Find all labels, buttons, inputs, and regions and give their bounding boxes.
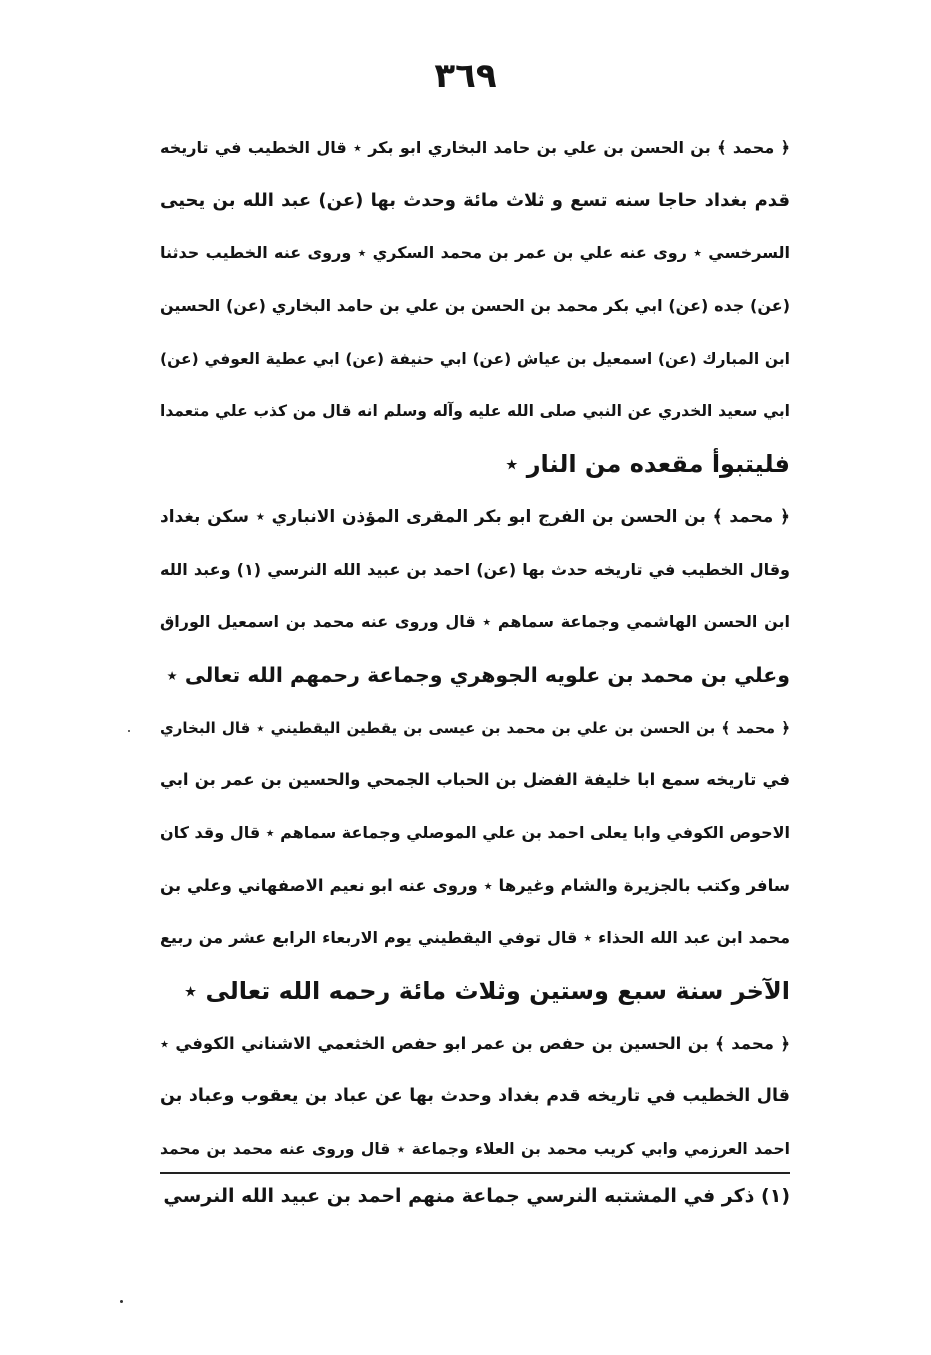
scan-speck [128,730,130,732]
text-line: ابن المبارك (عن) اسمعيل بن عياش (عن) ابي حنيفة (عن) ابي عطية العوفي (عن) [160,349,790,368]
text-line: قال الخطيب في تاريخه قدم بغداد وحدث بها عن عباد بن يعقوب وعباد بن [160,1086,790,1107]
text-line: محمد ابن عبد الله الحذاء ٭ قال توفي اليقطيني يوم الاربعاء الرابع عشر من ربيع [160,928,790,948]
text-line: ﴿ محمد ﴾ بن الحسن بن الفرج ابو بكر المقرى المؤذن الانباري ٭ سكن بغداد [160,506,790,527]
footnote: (١) ذكر في المشتبه النرسي جماعة منهم احمد بن عبيد الله النرسي [163,1185,790,1207]
text-line: ابي سعيد الخدري عن النبي صلى الله عليه وآله وسلم انه قال من كذب علي متعمدا [160,402,790,421]
main-text-block [160,122,790,1172]
text-line: احمد العرزمي وابي كريب محمد بن العلاء وجماعة ٭ قال وروى عنه محمد بن محمد [160,1140,790,1159]
text-line: ﴿ محمد ﴾ بن الحسن بن علي بن حامد البخاري ابو بكر ٭ قال الخطيب في تاريخه [160,138,790,157]
text-line: ابن الحسن الهاشمي وجماعة سماهم ٭ قال وروى عنه محمد بن اسمعيل الوراق [160,612,790,632]
text-line: ﴿ محمد ﴾ بن الحسن بن علي بن محمد بن عيسى بن يقطين اليقطيني ٭ قال البخاري [160,718,790,737]
page-number: ٣٦٩ [434,56,497,96]
text-line: ﴿ محمد ﴾ بن الحسين بن حفص بن عمر ابو حفص الخثعمي الاشناني الكوفي ٭ [160,1033,790,1053]
text-line: (عن) جده (عن) ابي بكر محمد بن الحسن بن علي بن حامد البخاري (عن) الحسين [160,296,790,316]
text-line: فليتبوأ مقعده من النار ٭ [505,450,790,479]
scan-speck [120,1300,123,1303]
text-line: السرخسي ٭ روى عنه علي بن عمر بن محمد السكري ٭ وروى عنه الخطيب حدثنا [160,243,790,263]
text-line: وعلي بن محمد بن علويه الجوهري وجماعة رحمهم الله تعالى ٭ [166,662,790,687]
footnote-divider [160,1172,790,1174]
text-line: سافر وكتب بالجزيرة والشام وغيرها ٭ وروى عنه ابو نعيم الاصفهاني وعلي بن [160,875,790,895]
text-line: قدم بغداد حاجا سنه تسع و ثلاث مائة وحدث بها (عن) عبد الله بن يحيى [160,189,790,211]
text-line: وقال الخطيب في تاريخه حدث بها (عن) احمد بن عبيد الله النرسي (١) وعبد الله [160,559,790,579]
text-line: الآخر سنة سبع وستين وثلاث مائة رحمه الله تعالى ٭ [184,977,790,1005]
text-line: الاحوص الكوفي وابا يعلى احمد بن علي الموصلي وجماعة سماهم ٭ قال وقد كان [160,822,790,842]
text-line: في تاريخه سمع ابا خليفة الفضل بن الحباب الجمحي والحسين بن عمر بن ابي [160,770,790,790]
